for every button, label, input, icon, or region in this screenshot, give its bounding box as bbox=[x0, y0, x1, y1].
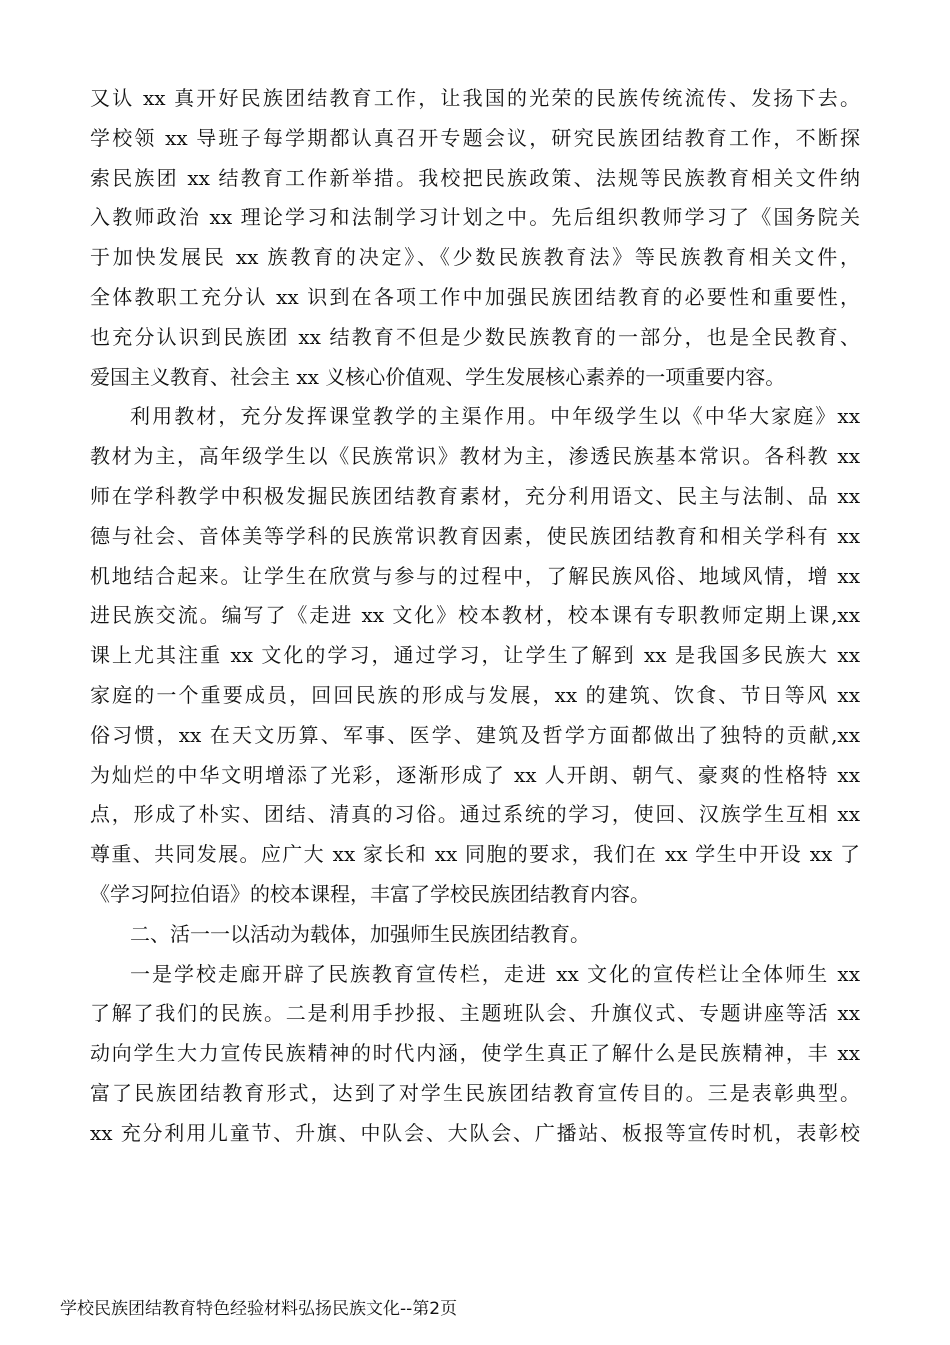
text-line: 爱国主义教育、社会主 xx 义核心价值观、学生发展核心素养的一项重要内容。 bbox=[90, 364, 786, 389]
text-line: 学校领 xx 导班子每学期都认真召开专题会议，研究民族团结教育工作，不断探 bbox=[90, 125, 860, 150]
text-line: 尊重、共同发展。应广大 xx 家长和 xx 同胞的要求，我们在 xx 学生中开设 xx 了 bbox=[90, 842, 860, 867]
text-line: 全体教职工充分认 xx 识到在各项工作中加强民族团结教育的必要性和重要性， bbox=[90, 284, 860, 309]
text-line: 也充分认识到民族团 xx 结教育不但是少数民族教育的一部分，也是全民教育、 bbox=[90, 324, 860, 349]
text-line: 进民族交流。编写了《走进 xx 文化》校本教材，校本课有专职教师定期上课,xx bbox=[90, 603, 860, 628]
text-line: 动向学生大力宣传民族精神的时代内涵，使学生真正了解什么是民族精神，丰 xx bbox=[90, 1041, 860, 1066]
text-line: 一是学校走廊开辟了民族教育宣传栏，走进 xx 文化的宣传栏让全体师生 xx bbox=[130, 961, 860, 986]
text-line: 了解了我们的民族。二是利用手抄报、主题班队会、升旗仪式、专题讲座等活 xx bbox=[90, 1001, 860, 1026]
text-line: 点，形成了朴实、团结、清真的习俗。通过系统的学习，使回、汉族学生互相 xx bbox=[90, 802, 860, 827]
text-line: 入教师政治 xx 理论学习和法制学习计划之中。先后组织教师学习了《国务院关 bbox=[90, 205, 860, 230]
text-line: 师在学科教学中积极发掘民族团结教育素材，充分利用语文、民主与法制、品 xx bbox=[90, 483, 860, 508]
document-body bbox=[90, 79, 860, 1154]
text-line: xx 充分利用儿童节、升旗、中队会、大队会、广播站、板报等宣传时机，表彰校 bbox=[90, 1120, 860, 1145]
text-line: 德与社会、音体美等学科的民族常识教育因素，使民族团结教育和相关学科有 xx bbox=[90, 523, 860, 548]
text-line: 俗习惯，xx 在天文历算、军事、医学、建筑及哲学方面都做出了独特的贡献,xx bbox=[90, 722, 860, 747]
text-line: 《学习阿拉伯语》的校本课程，丰富了学校民族团结教育内容。 bbox=[90, 881, 650, 906]
text-line: 为灿烂的中华文明增添了光彩，逐渐形成了 xx 人开朗、朝气、豪爽的性格特 xx bbox=[90, 762, 860, 787]
text-line: 家庭的一个重要成员，回回民族的形成与发展，xx 的建筑、饮食、节日等风 xx bbox=[90, 682, 860, 707]
text-line: 利用教材，充分发挥课堂教学的主渠作用。中年级学生以《中华大家庭》xx bbox=[130, 404, 860, 429]
text-line: 教材为主，高年级学生以《民族常识》教材为主，渗透民族基本常识。各科教 xx bbox=[90, 444, 860, 469]
text-line: 于加快发展民 xx 族教育的决定》、《少数民族教育法》等民族教育相关文件， bbox=[90, 245, 860, 270]
page-footer: 学校民族团结教育特色经验材料弘扬民族文化--第2页 bbox=[60, 1299, 458, 1319]
text-line: 课上尤其注重 xx 文化的学习，通过学习，让学生了解到 xx 是我国多民族大 xx bbox=[90, 643, 860, 668]
text-line: 机地结合起来。让学生在欣赏与参与的过程中，了解民族风俗、地域风情，增 xx bbox=[90, 563, 860, 588]
text-line: 又认 xx 真开好民族团结教育工作，让我国的光荣的民族传统流传、发扬下去。 bbox=[90, 86, 860, 110]
section-heading: 二、活一一以活动为载体，加强师生民族团结教育。 bbox=[130, 921, 590, 946]
text-line: 富了民族团结教育形式，达到了对学生民族团结教育宣传目的。三是表彰典型。 bbox=[90, 1080, 860, 1105]
text-line: 索民族团 xx 结教育工作新举措。我校把民族政策、法规等民族教育相关文件纳 bbox=[90, 165, 860, 190]
